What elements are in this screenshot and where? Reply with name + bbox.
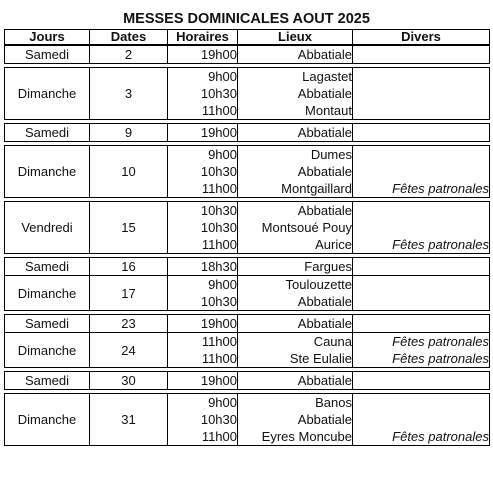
date-cell: 30 (90, 372, 168, 390)
place-value: Abbatiale (297, 47, 352, 62)
time-cell (168, 124, 238, 142)
header-row (5, 30, 490, 46)
notes-cell (353, 372, 490, 390)
notes-cell (353, 45, 490, 64)
note-empty (353, 46, 489, 63)
schedule-row (5, 276, 490, 311)
notes-cell (353, 68, 490, 120)
place-value: Montgaillard (281, 181, 352, 196)
time-value: 11h00 (201, 103, 237, 118)
document-title: MESSES DOMINICALES AOUT 2025 (123, 11, 370, 27)
notes-cell (353, 258, 490, 276)
time-value: 9h00 (208, 147, 237, 162)
place-cell (238, 333, 353, 368)
note-empty (353, 315, 489, 332)
place-value: Banos (315, 395, 352, 410)
place-value: Aurice (315, 237, 352, 252)
date-cell: 2 (90, 45, 168, 64)
time-value: 19h00 (200, 47, 237, 62)
place-value: Ste Eulalie (289, 351, 352, 366)
schedule-row (5, 394, 490, 446)
header-jours: Jours (5, 30, 90, 46)
date-cell: 16 (90, 258, 168, 276)
date-cell: 17 (90, 276, 168, 311)
note-empty (353, 293, 489, 310)
place-cell (238, 372, 353, 390)
day-cell: Dimanche (5, 68, 90, 120)
time-value: 9h00 (208, 69, 237, 84)
time-value: 19h00 (200, 125, 237, 140)
note-value: Fêtes patronales (392, 351, 489, 366)
day-cell: Samedi (5, 315, 90, 333)
place-cell (238, 258, 353, 276)
note-empty (353, 163, 489, 180)
note-empty (353, 372, 489, 389)
day-cell: Samedi (5, 45, 90, 64)
place-value: Cauna (313, 334, 352, 349)
place-value: Abbatiale (297, 294, 352, 309)
schedule-row (5, 68, 490, 120)
notes-cell (353, 315, 490, 333)
note-empty (353, 394, 489, 411)
schedule-row (5, 202, 490, 254)
notes-cell (353, 276, 490, 311)
notes-cell (353, 333, 490, 368)
time-value: 9h00 (208, 395, 237, 410)
day-cell: Samedi (5, 124, 90, 142)
note-empty (353, 411, 489, 428)
schedule-row (5, 258, 490, 276)
time-value: 10h30 (200, 164, 237, 179)
date-cell: 23 (90, 315, 168, 333)
time-value: 10h30 (200, 86, 237, 101)
schedule-row (5, 45, 490, 64)
note-empty (353, 258, 489, 275)
note-empty (353, 124, 489, 141)
place-value: Fargues (304, 259, 352, 274)
note-empty (353, 219, 489, 236)
notes-cell (353, 394, 490, 446)
place-value: Abbatiale (297, 203, 352, 218)
place-value: Toulouzette (285, 277, 352, 292)
time-value: 18h30 (200, 259, 237, 274)
date-cell: 15 (90, 202, 168, 254)
time-value: 11h00 (201, 429, 237, 444)
date-cell: 24 (90, 333, 168, 368)
schedule-row (5, 146, 490, 198)
time-value: 10h30 (200, 412, 237, 427)
note-empty (353, 85, 489, 102)
schedule-body (5, 45, 490, 446)
date-cell: 3 (90, 68, 168, 120)
day-cell: Samedi (5, 372, 90, 390)
day-cell: Vendredi (5, 202, 90, 254)
place-value: Abbatiale (297, 125, 352, 140)
time-value: 11h00 (201, 237, 237, 252)
notes-cell (353, 124, 490, 142)
time-cell (168, 394, 238, 446)
note-empty (353, 146, 489, 163)
note-value: Fêtes patronales (392, 181, 489, 196)
time-cell (168, 68, 238, 120)
time-cell (168, 202, 238, 254)
note-value: Fêtes patronales (392, 429, 489, 444)
place-value: Montaut (305, 103, 352, 118)
place-cell (238, 202, 353, 254)
schedule-row (5, 124, 490, 142)
schedule-row (5, 333, 490, 368)
header-lieux: Lieux (238, 30, 353, 46)
time-value: 10h30 (200, 203, 237, 218)
day-cell: Dimanche (5, 146, 90, 198)
time-value: 11h00 (201, 351, 237, 366)
time-value: 19h00 (200, 316, 237, 331)
date-cell: 31 (90, 394, 168, 446)
place-cell (238, 45, 353, 64)
time-value: 11h00 (201, 334, 237, 349)
schedule-table (4, 29, 490, 446)
date-cell: 9 (90, 124, 168, 142)
place-value: Montsoué Pouy (261, 220, 352, 235)
place-value: Abbatiale (297, 316, 352, 331)
place-value: Lagastet (302, 69, 352, 84)
note-empty (353, 202, 489, 219)
day-cell: Dimanche (5, 394, 90, 446)
note-empty (353, 276, 489, 293)
place-cell (238, 68, 353, 120)
place-value: Abbatiale (297, 86, 352, 101)
date-cell: 10 (90, 146, 168, 198)
note-empty (353, 68, 489, 85)
time-value: 11h00 (201, 181, 237, 196)
time-cell (168, 333, 238, 368)
note-value: Fêtes patronales (392, 334, 489, 349)
place-cell (238, 315, 353, 333)
header-horaires: Horaires (168, 30, 238, 46)
notes-cell (353, 202, 490, 254)
note-value: Fêtes patronales (392, 237, 489, 252)
time-cell (168, 146, 238, 198)
place-value: Abbatiale (297, 412, 352, 427)
place-cell (238, 146, 353, 198)
day-cell: Samedi (5, 258, 90, 276)
time-value: 10h30 (200, 220, 237, 235)
note-empty (353, 102, 489, 119)
time-cell (168, 45, 238, 64)
header-dates: Dates (90, 30, 168, 46)
time-value: 19h00 (200, 373, 237, 388)
place-value: Abbatiale (297, 373, 352, 388)
place-value: Eyres Moncube (261, 429, 352, 444)
time-value: 9h00 (208, 277, 237, 292)
day-cell: Dimanche (5, 333, 90, 368)
header-divers: Divers (353, 30, 490, 46)
place-cell (238, 276, 353, 311)
place-value: Abbatiale (297, 164, 352, 179)
time-cell (168, 372, 238, 390)
place-cell (238, 394, 353, 446)
place-value: Dumes (310, 147, 352, 162)
time-value: 10h30 (200, 294, 237, 309)
time-cell (168, 258, 238, 276)
schedule-row (5, 372, 490, 390)
schedule-row (5, 315, 490, 333)
time-cell (168, 315, 238, 333)
notes-cell (353, 146, 490, 198)
time-cell (168, 276, 238, 311)
day-cell: Dimanche (5, 276, 90, 311)
place-cell (238, 124, 353, 142)
